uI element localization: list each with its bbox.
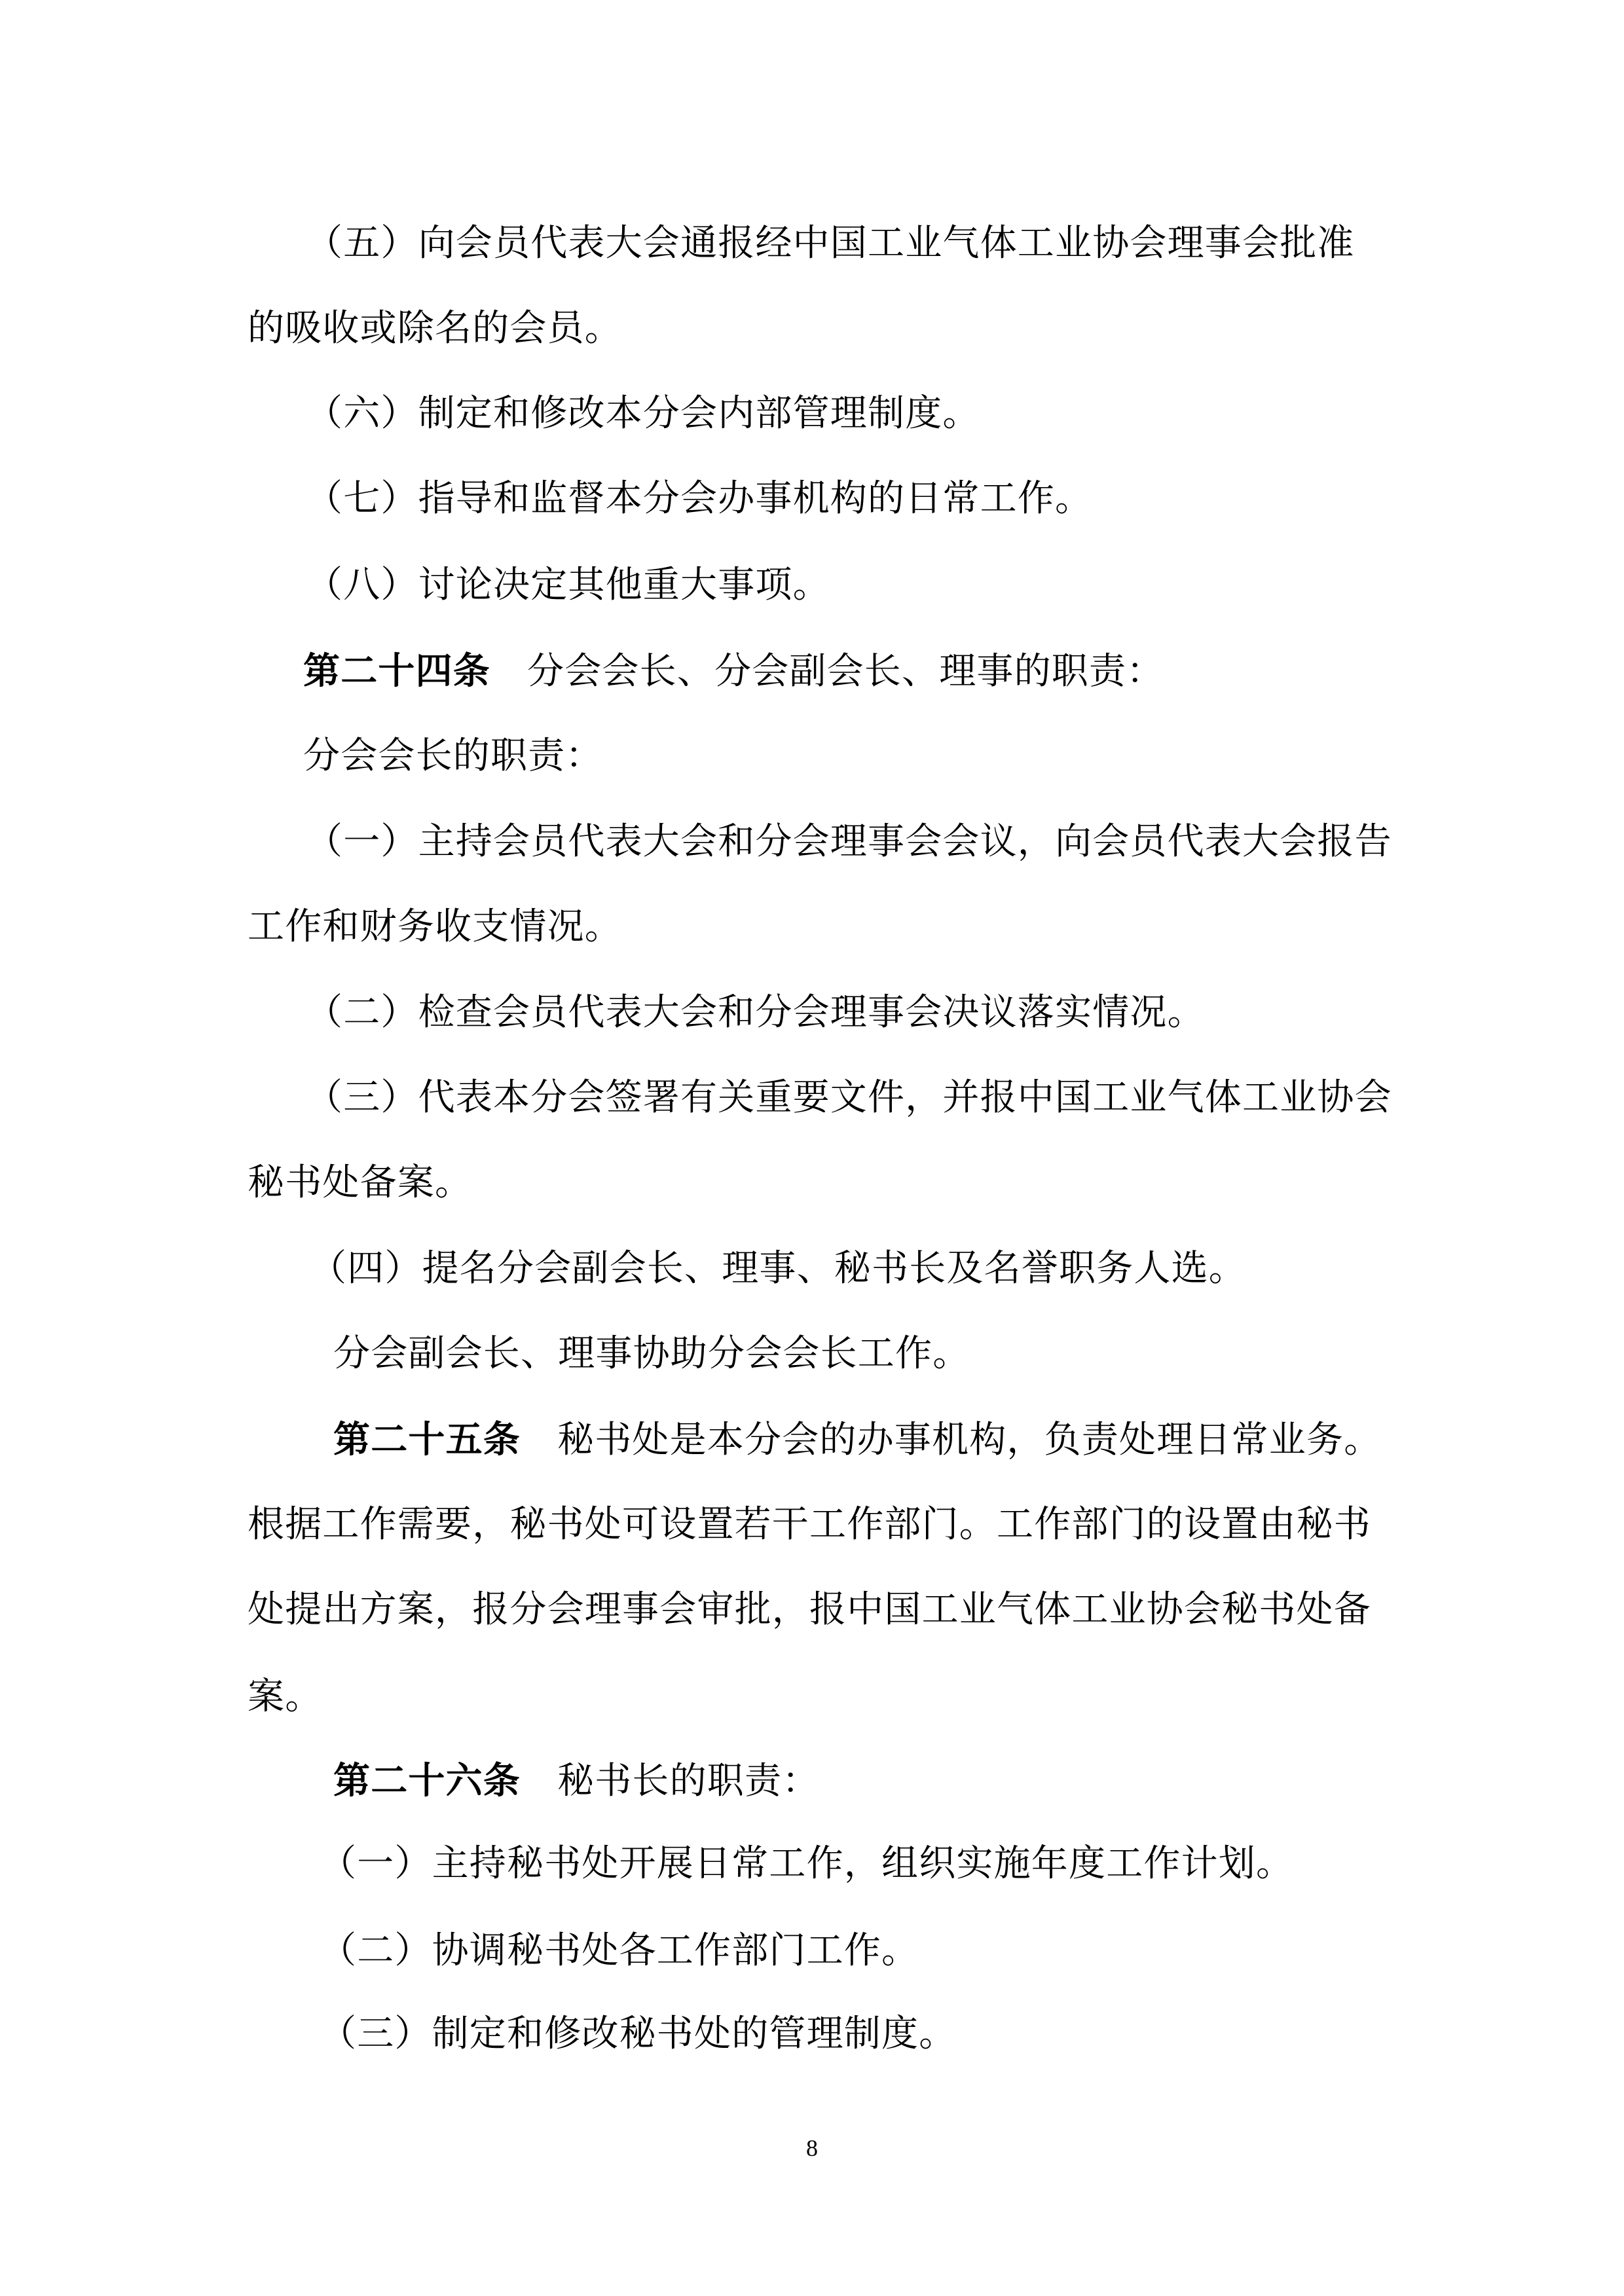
- paragraph-line: 分会副会长、理事协助分会会长工作。: [333, 1332, 970, 1375]
- paragraph-line: 秘书处备案。: [248, 1161, 473, 1204]
- article-text: 秘书处是本分会的办事机构，负责处理日常业务。: [557, 1419, 1382, 1461]
- paragraph-line: （八）讨论决定其他重大事项。: [306, 564, 830, 606]
- paragraph-line: （七）指导和监督本分会办事机构的日常工作。: [306, 477, 1093, 520]
- article-number: 第二十四条: [303, 649, 490, 693]
- paragraph-line: 根据工作需要，秘书处可设置若干工作部门。工作部门的设置由秘书: [248, 1503, 1371, 1546]
- article-25: [333, 1419, 1381, 1461]
- article-text: 秘书长的职责：: [557, 1760, 820, 1802]
- paragraph-line: 处提出方案，报分会理事会审批，报中国工业气体工业协会秘书处备: [248, 1588, 1371, 1631]
- article-26: [333, 1760, 819, 1802]
- article-number: 第二十五条: [333, 1418, 521, 1461]
- paragraph-line: （六）制定和修改本分会内部管理制度。: [306, 392, 980, 435]
- paragraph-line: （四）提名分会副会长、理事、秘书长及名誉职务人选。: [310, 1247, 1246, 1290]
- paragraph-line: （一）主持会员代表大会和分会理事会会议，向会员代表大会报告: [306, 820, 1392, 863]
- paragraph-line: （三）制定和修改秘书处的管理制度。: [320, 2013, 957, 2055]
- paragraph-line: （二）协调秘书处各工作部门工作。: [320, 1929, 919, 1972]
- paragraph-line: 分会会长的职责：: [303, 735, 603, 777]
- paragraph-line: （二）检查会员代表大会和分会理事会决议落实情况。: [306, 991, 1205, 1034]
- paragraph-line: 工作和财务收支情况。: [248, 905, 622, 948]
- paragraph-line: 的吸收或除名的会员。: [248, 307, 622, 350]
- article-text: 分会会长、分会副会长、理事的职责：: [527, 650, 1164, 693]
- paragraph-line: （一）主持秘书处开展日常工作，组织实施年度工作计划。: [320, 1842, 1294, 1885]
- article-24: [303, 650, 1164, 693]
- paragraph-line: 案。: [248, 1675, 323, 1718]
- article-number: 第二十六条: [333, 1759, 521, 1802]
- page-number: 8: [806, 2135, 818, 2161]
- paragraph-line: （五）向会员代表大会通报经中国工业气体工业协会理事会批准: [306, 222, 1355, 264]
- paragraph-line: （三）代表本分会签署有关重要文件，并报中国工业气体工业协会: [306, 1076, 1392, 1119]
